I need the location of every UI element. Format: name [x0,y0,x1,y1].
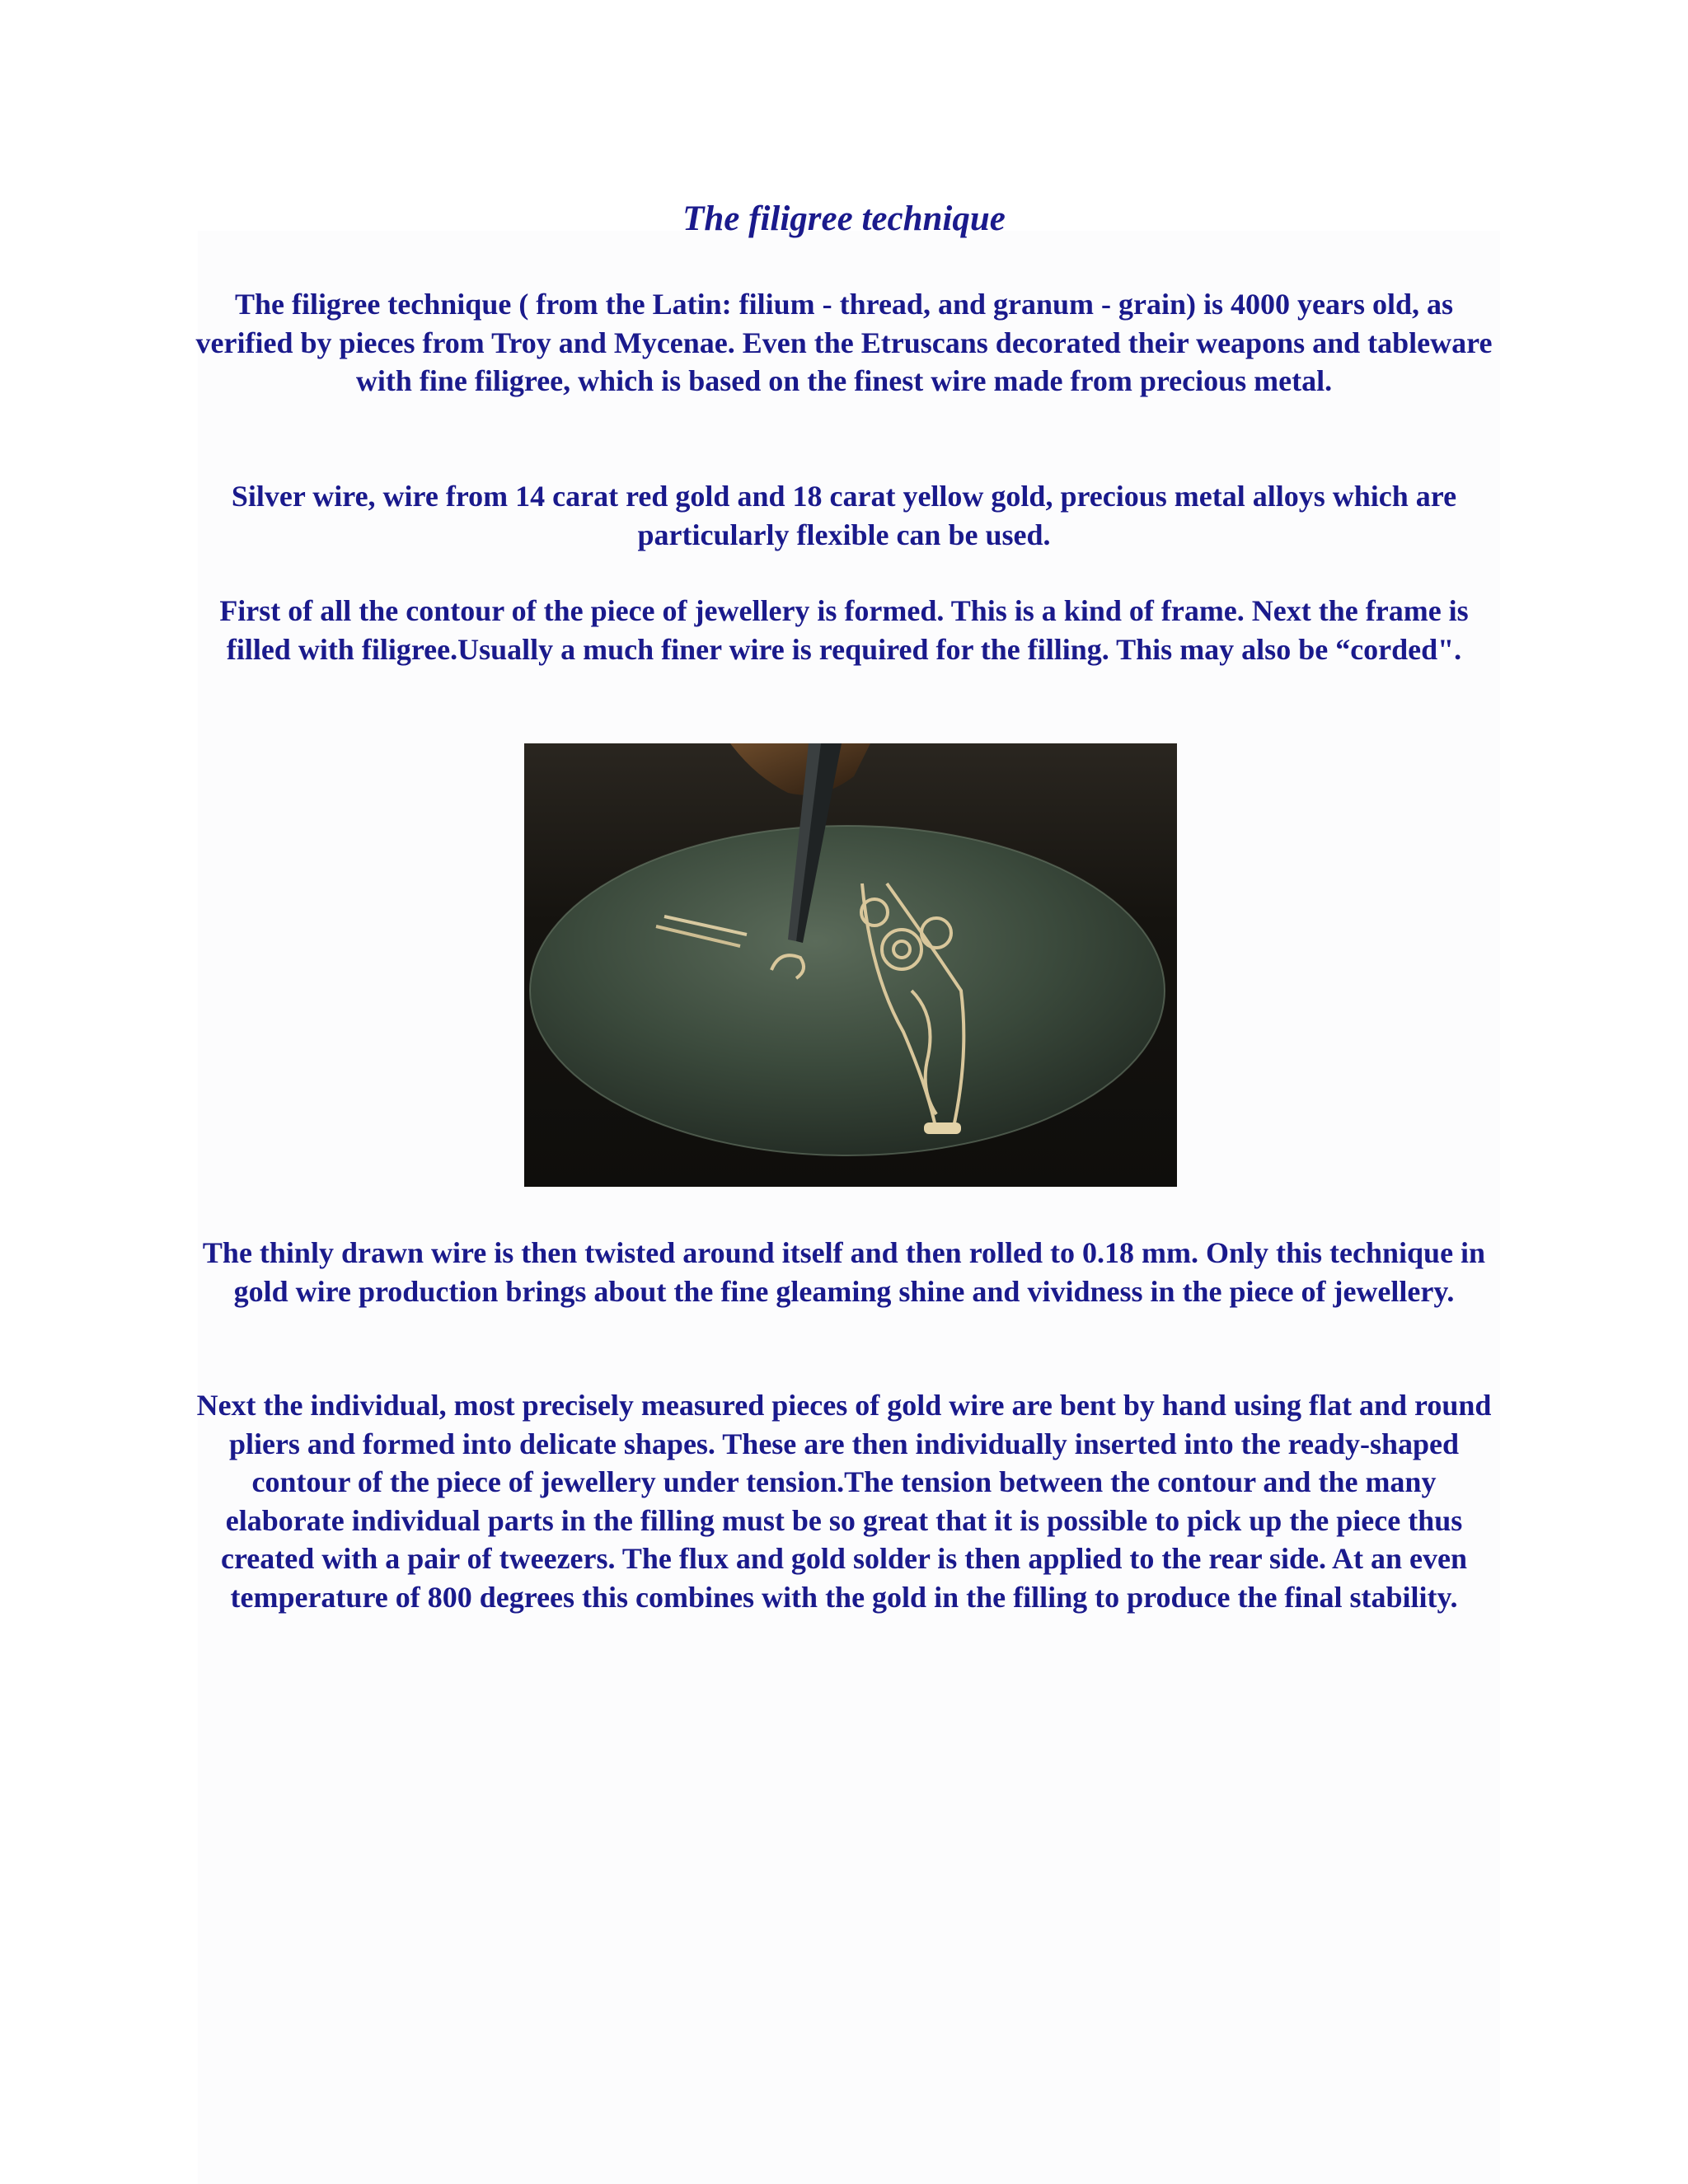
filigree-workbench-photo [524,743,1177,1187]
paragraph-wire-twisting: The thinly drawn wire is then twisted around itself and then rolled to 0.18 mm. Only this technique in gold wire production brings about the fine gleaming shine and vividness in the piece of jewellery. [202,1236,1486,1308]
paragraph-contour: First of all the contour of the piece of jewellery is formed. This is a kind of frame. Next the frame is filled with filigree.Usually a much finer wire is required for the filling. This may also be “corded". [219,594,1469,666]
paragraph-materials: Silver wire, wire from 14 carat red gold and 18 carat yellow gold, precious metal alloys which are particularly flexible can be used. [231,480,1457,551]
paragraph-history: The filigree technique ( from the Latin: filium - thread, and granum - grain) is 4000 years old, as verified by pieces from Troy and Mycenae. Even the Etruscans decorated their weapons and tableware with fine filigree, which is based on the finest wire made from precious metal. [195,288,1493,397]
paragraph-assembly: Next the individual, most precisely measured pieces of gold wire are bent by hand using flat and round pliers and formed into delicate shapes. These are then individually inserted into the ready-shaped contour of the piece of jewellery under tension.The tension between the contour and the many elaborate individual parts in the filling must be so great that it is possible to pick up the piece thus created with a pair of tweezers. The flux and gold solder is then applied to the rear side. At an even temperature of 800 degrees this combines with the gold in the filling to produce the final stability. [196,1389,1492,1614]
page-title: The filigree technique [682,199,1006,238]
